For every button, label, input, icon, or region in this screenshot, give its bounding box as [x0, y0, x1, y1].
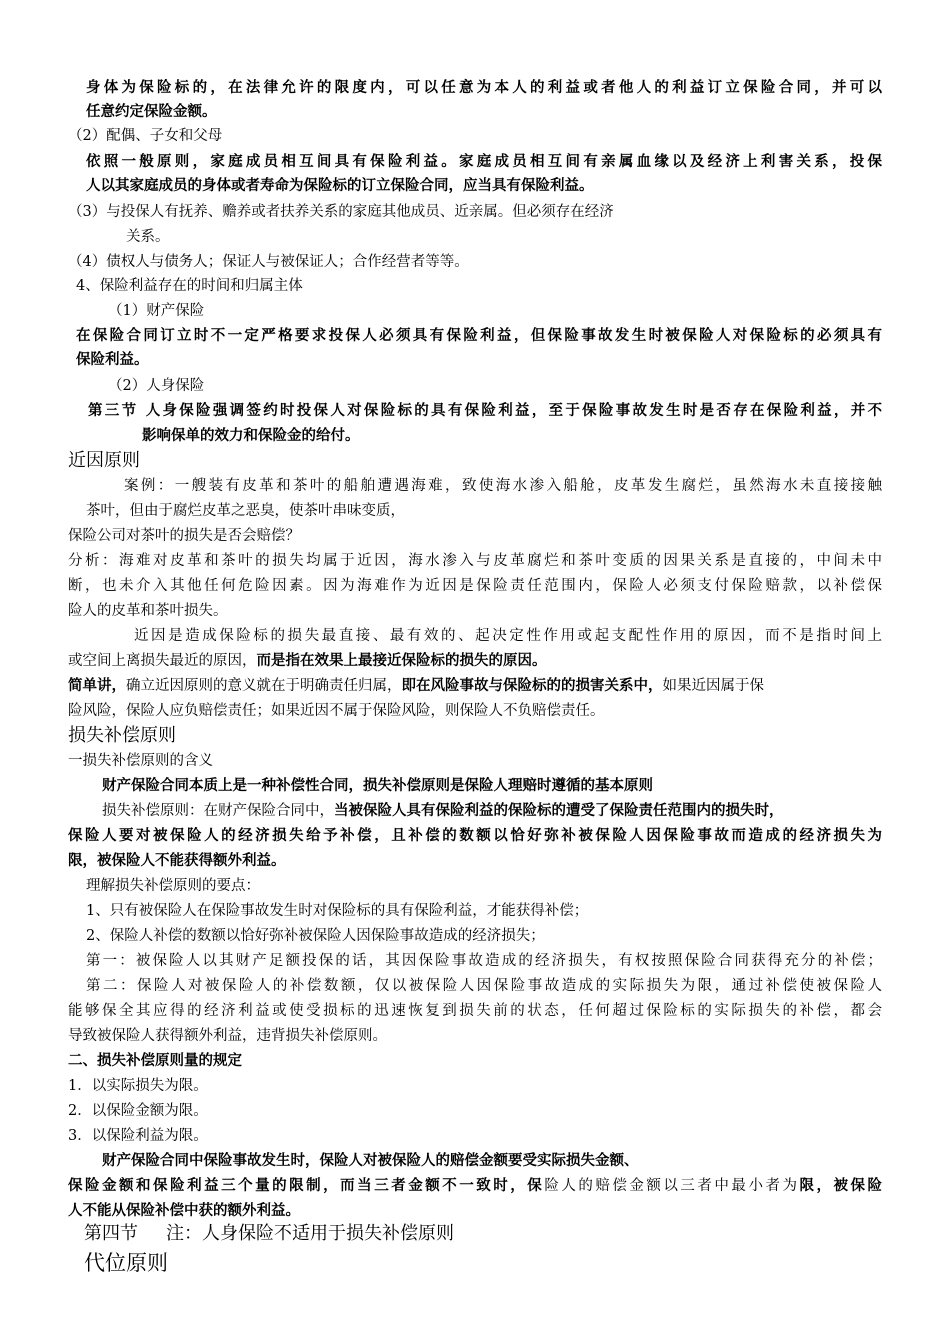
section-title: 代位原则	[84, 1251, 168, 1275]
paragraph-line: 依照一般原则，家庭成员相互间具有保险利益。家庭成员相互间有亲属血缘以及经济上利害关系，投保	[86, 153, 882, 170]
list-item-continued: 关系。	[126, 229, 170, 245]
section-heading: 二、损失补偿原则量的规定	[68, 1052, 242, 1069]
list-item: 2、保险人补偿的数额以恰好弥补被保险人因保险事故造成的经济损失；	[86, 928, 545, 944]
paragraph-line: 影响保单的效力和保险金的给付。	[142, 427, 360, 444]
chapter-label: 第四节	[84, 1223, 138, 1244]
paragraph-line: 保险人要对被保险人的经济损失给予补偿，且补偿的数额以恰好弥补被保险人因保险事故而造成的经济损失为	[68, 827, 882, 844]
paragraph-line: 保险利益。	[76, 351, 149, 368]
paragraph-line: 身体为保险标的，在法律允许的限度内，可以任意为本人的利益或者他人的利益订立保险合同，并可以	[86, 79, 882, 96]
paragraph-line: 分析：海难对皮革和茶叶的损失均属于近因，海水渗入与皮革腐烂和茶叶变质的因果关系是直接的，中间未中	[68, 553, 882, 569]
list-item: 1．以实际损失为限。	[68, 1078, 208, 1094]
paragraph-line: 能够保全其应得的经济利益或使受损标的迅速恢复到损失前的状态，任何超过保险标的实际损失的补偿，都会	[68, 1003, 882, 1019]
list-item: （4）债权人与债务人；保证人与被保证人；合作经营者等等。	[68, 254, 469, 270]
paragraph-line	[68, 674, 764, 698]
text-run-bold: 即在风险事故与保险标的的损害关系中，	[401, 677, 663, 694]
list-item: 2．以保险金额为限。	[68, 1103, 208, 1119]
paragraph-line: 险风险，保险人应负赔偿责任；如果近因不属于保险风险，则保险人不负赔偿责任。	[68, 703, 605, 719]
paragraph-line: 导致被保险人获得额外利益，违背损失补偿原则。	[68, 1028, 387, 1044]
section-title: 近因原则	[68, 450, 140, 471]
text-run-bold: 限，被保险	[799, 1177, 883, 1194]
paragraph-line	[102, 799, 784, 823]
text-run-bold: 当被保险人具有保险利益的保险标的遭受了保险责任范围内的损失时，	[334, 802, 784, 819]
list-item: （2）配偶、子女和父母	[68, 128, 223, 144]
section-heading: 4、保险利益存在的时间和归属主体	[76, 278, 303, 294]
paragraph-line: 险人的皮革和茶叶损失。	[68, 603, 228, 619]
note-text: 注：人身保险不适用于损失补偿原则	[166, 1223, 454, 1244]
paragraph-line: 第三节 人身保险强调签约时投保人对保险标的具有保险利益，至于保险事故发生时是否存在保险利益，并不	[88, 402, 882, 419]
paragraph-line: 断，也未介入其他任何危险因素。因为海难作为近因是保险责任范围内，保险人必须支付保险赔款，以补偿保	[68, 578, 882, 594]
paragraph-line: 第二：保险人对被保险人的补偿数额，仅以被保险人因保险事故造成的实际损失为限，通过补偿使被保险人	[86, 978, 882, 994]
paragraph-line: 财产保险合同中保险事故发生时，保险人对被保险人的赔偿金额要受实际损失金额、	[102, 1152, 639, 1169]
paragraph-line: 近因是造成保险标的损失最直接、最有效的、起决定性作用或起支配性作用的原因，而不是指时间上	[134, 628, 882, 644]
text-run-bold: 保	[527, 1177, 545, 1194]
paragraph-line: 人不能从保险补偿中获的额外利益。	[68, 1202, 300, 1219]
section-heading: 一损失补偿原则的含义	[68, 753, 213, 769]
paragraph-line: 任意约定保险金额。	[86, 103, 217, 120]
text-run: 确立近因原则的意义就在于明确责任归属，	[126, 678, 402, 694]
text-run: 险人的赔偿金额以三者中最小者为	[544, 1178, 800, 1194]
paragraph-line: 茶叶，但由于腐烂皮革之恶臭，使茶叶串味变质，	[86, 503, 405, 519]
paragraph-line: 理解损失补偿原则的要点：	[86, 878, 260, 894]
section-note	[84, 1222, 454, 1246]
text-run-bold: 而是指在效果上最接近保险标的损失的原因。	[256, 652, 547, 669]
paragraph-line: 案例：一艘装有皮革和茶叶的船舶遭遇海难，致使海水渗入船舱，皮革发生腐烂，虽然海水未直接接触	[124, 478, 882, 494]
subsection-heading: （1）财产保险	[108, 303, 205, 319]
section-title: 损失补偿原则	[68, 725, 176, 746]
text-run: 如果近因属于保	[662, 678, 764, 694]
paragraph-line: 财产保险合同本质上是一种补偿性合同，损失补偿原则是保险人理赔时遵循的基本原则	[102, 777, 653, 794]
list-item: 3．以保险利益为限。	[68, 1128, 208, 1144]
text-run-bold: 保险金额和保险利益三个量的限制，而当三者金额不一致时，	[68, 1177, 528, 1194]
text-run: 或空间上离损失最近的原因，	[68, 653, 257, 669]
paragraph-line: 第一：被保险人以其财产足额投保的话，其因保险事故造成的经济损失，有权按照保险合同获得充分的补偿；	[86, 953, 882, 969]
paragraph-line: 人以其家庭成员的身体或者寿命为保险标的订立保险合同，应当具有保险利益。	[86, 177, 594, 194]
list-item: 1、只有被保险人在保险事故发生时对保险标的具有保险利益，才能获得补偿；	[86, 903, 589, 919]
paragraph-line	[68, 1174, 882, 1198]
paragraph-line: 在保险合同订立时不一定严格要求投保人必须具有保险利益，但保险事故发生时被保险人对保险标的必须具有	[76, 327, 882, 344]
text-run-bold: 简单讲，	[68, 677, 126, 694]
paragraph-line: 保险公司对茶叶的损失是否会赔偿？	[68, 528, 300, 544]
text-run: 损失补偿原则：在财产保险合同中，	[102, 803, 334, 819]
paragraph-line: 限，被保险人不能获得额外利益。	[68, 852, 286, 869]
paragraph-line	[68, 649, 547, 673]
subsection-heading: （2）人身保险	[108, 378, 205, 394]
list-item: （3）与投保人有抚养、赡养或者扶养关系的家庭其他成员、近亲属。但必须存在经济	[68, 204, 614, 220]
